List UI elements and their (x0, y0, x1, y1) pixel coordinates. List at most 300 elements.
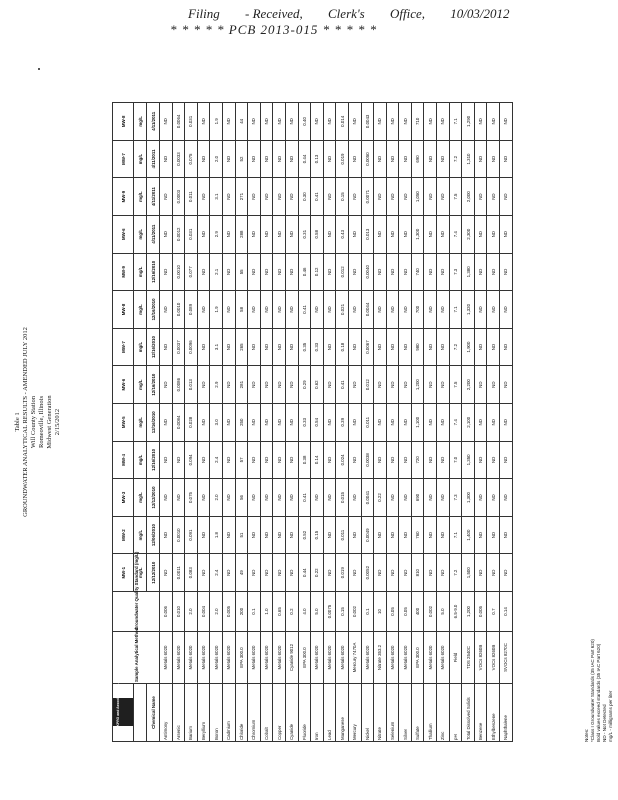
result-value: ND (160, 178, 173, 216)
result-value: ND (386, 291, 399, 329)
analytical-method: Metals 6020 (311, 632, 324, 684)
table-row (348, 103, 361, 742)
result-value: ND (474, 215, 487, 253)
result-value: ND (323, 253, 336, 291)
table-row (411, 103, 424, 742)
result-value: ND (424, 516, 437, 554)
table-row (235, 103, 248, 742)
quality-standard: 0.005 (222, 592, 235, 632)
chemical-name: Chloride (235, 684, 248, 742)
result-value: ND (222, 103, 235, 141)
result-value: 1,200 (411, 366, 424, 404)
chemical-name: Lead (323, 684, 336, 742)
result-value: ND (474, 366, 487, 404)
quality-standard: 2.0 (210, 592, 223, 632)
result-value: ND (160, 403, 173, 441)
result-value: ND (273, 103, 286, 141)
result-value: ND (424, 291, 437, 329)
note-line: Bold values exceed standards (35 IAC Part 620) (596, 643, 601, 742)
table-row (197, 103, 210, 742)
result-value: ND (248, 479, 261, 517)
result-value: ND (348, 103, 361, 141)
result-value: ND (285, 328, 298, 366)
header-date: 4/11/2011 (147, 178, 160, 216)
result-value: ND (197, 516, 210, 554)
result-value: 0.0086 (172, 366, 185, 404)
result-value: ND (323, 403, 336, 441)
result-value: ND (487, 140, 500, 178)
chemical-name: Chromium (248, 684, 261, 742)
header-date: 12/16/2010 (147, 253, 160, 291)
chemical-name: Boron (210, 684, 223, 742)
result-value: ND (172, 441, 185, 479)
quality-standard: 0.05 (386, 592, 399, 632)
result-value: 288 (235, 215, 248, 253)
result-value: ND (348, 554, 361, 592)
result-value: 7.5 (449, 366, 462, 404)
result-value: ND (323, 140, 336, 178)
result-value: ND (386, 253, 399, 291)
result-value: ND (323, 441, 336, 479)
header-well: MW-2 (113, 516, 134, 554)
table-row (260, 103, 273, 742)
result-value: 720 (411, 441, 424, 479)
header-well: MW-3 (113, 479, 134, 517)
result-value: 7.5 (449, 178, 462, 216)
chemical-name: Arsenic (172, 684, 185, 742)
result-value: 0.46 (298, 253, 311, 291)
quality-standard: 200 (235, 592, 248, 632)
result-value: ND (160, 215, 173, 253)
result-value: ND (437, 253, 450, 291)
chemical-name: pH (449, 684, 462, 742)
result-value: 700 (411, 291, 424, 329)
result-value: 2.1 (210, 253, 223, 291)
result-value: 740 (411, 253, 424, 291)
result-value: 0.0049 (361, 516, 374, 554)
result-value: ND (323, 366, 336, 404)
header-well: MW-9 (113, 253, 134, 291)
result-value: 0.0012 (172, 215, 185, 253)
result-value: ND (374, 178, 387, 216)
result-value: 0.0040 (361, 253, 374, 291)
header-unit: mg/L (134, 366, 147, 404)
result-value: ND (348, 178, 361, 216)
result-value: 52 (235, 140, 248, 178)
analytical-method: Metals 6020 (424, 632, 437, 684)
result-value: ND (260, 103, 273, 141)
quality-standard: 0.002 (348, 592, 361, 632)
result-value: 0.41 (336, 366, 349, 404)
result-value: 56 (235, 479, 248, 517)
result-value: ND (386, 516, 399, 554)
analytical-method: EPA 300.0 (411, 632, 424, 684)
result-value: ND (386, 403, 399, 441)
result-value: 7.1 (449, 103, 462, 141)
result-value: ND (197, 441, 210, 479)
chemical-name: Thallium (424, 684, 437, 742)
header-date: 12/16/2010 (147, 441, 160, 479)
header-well: MW-4 (113, 441, 134, 479)
result-value: 0.028 (185, 403, 198, 441)
header-well: MW-6 (113, 366, 134, 404)
result-value: ND (222, 140, 235, 178)
chemical-name: Ethylbenzene (487, 684, 500, 742)
result-value: ND (273, 441, 286, 479)
rotated-page (14, 102, 613, 742)
result-value: 0.019 (336, 554, 349, 592)
result-value: 760 (411, 516, 424, 554)
result-value: ND (437, 103, 450, 141)
analytical-method: Mercury 7470A (348, 632, 361, 684)
result-value: 0.0044 (361, 291, 374, 329)
result-value: ND (248, 291, 261, 329)
result-value: ND (500, 554, 513, 592)
result-value: ND (248, 215, 261, 253)
result-value: 0.0011 (172, 554, 185, 592)
result-value: 0.30 (298, 178, 311, 216)
result-value: ND (399, 140, 412, 178)
analytical-method: VOCs 8260B (474, 632, 487, 684)
result-value: 2.9 (210, 366, 223, 404)
analytical-method: VOCs 8260B (487, 632, 500, 684)
result-value: ND (260, 291, 273, 329)
chemical-name: Mercury (348, 684, 361, 742)
result-value: 1,290 (462, 103, 475, 141)
result-value: ND (248, 554, 261, 592)
header-date: 12/16/2010 (147, 366, 160, 404)
result-value: 265 (235, 328, 248, 366)
quality-standard: 0.15 (336, 592, 349, 632)
result-value: 0.33 (311, 328, 324, 366)
table-row (361, 103, 374, 742)
result-value: ND (374, 291, 387, 329)
result-value: 3.1 (210, 328, 223, 366)
result-value: ND (260, 215, 273, 253)
result-value: ND (386, 178, 399, 216)
result-value: ND (437, 291, 450, 329)
header-unit: mg/L (134, 554, 147, 592)
result-value: ND (399, 441, 412, 479)
header-well: MW-9 (113, 178, 134, 216)
result-value: ND (399, 328, 412, 366)
result-value: 690 (411, 140, 424, 178)
table-row (285, 103, 298, 742)
result-value: 0.44 (298, 554, 311, 592)
result-value: ND (248, 328, 261, 366)
result-value: ND (248, 403, 261, 441)
result-value: 0.0096 (185, 328, 198, 366)
result-value: ND (160, 140, 173, 178)
result-value: ND (487, 103, 500, 141)
result-value: ND (399, 554, 412, 592)
result-value: 1,350 (462, 441, 475, 479)
result-value: ND (474, 403, 487, 441)
result-value: 0.0033 (172, 140, 185, 178)
header-date: 12/16/2010 (147, 328, 160, 366)
result-value: 0.0041 (361, 479, 374, 517)
analytical-method: Metals 6020 (399, 632, 412, 684)
chemical-name: Total Dissolved Solids (462, 684, 475, 742)
result-value: ND (399, 215, 412, 253)
table-title-block (14, 102, 62, 742)
result-value: 0.14 (311, 441, 324, 479)
analytical-method: EPA 300.0 (235, 632, 248, 684)
result-value: 0.024 (336, 441, 349, 479)
result-value: 7.4 (449, 215, 462, 253)
result-value: 0.089 (185, 291, 198, 329)
result-value: 0.021 (336, 291, 349, 329)
result-value: ND (311, 479, 324, 517)
result-value: ND (487, 403, 500, 441)
result-value: 1.9 (210, 291, 223, 329)
result-value: 0.083 (185, 554, 198, 592)
result-value: ND (260, 178, 273, 216)
result-value: ND (437, 479, 450, 517)
stamp-filing: Filing (188, 6, 220, 21)
result-value: ND (222, 366, 235, 404)
result-value: ND (437, 215, 450, 253)
header-unit: mg/L (134, 328, 147, 366)
result-value: ND (160, 479, 173, 517)
result-value: ND (222, 516, 235, 554)
chemical-name: Manganese (336, 684, 349, 742)
analytical-method: Metals 6020 (386, 632, 399, 684)
table-row (273, 103, 286, 742)
stamp-date: 10/03/2012 (450, 6, 510, 21)
result-value: 7.1 (449, 516, 462, 554)
result-value: ND (386, 140, 399, 178)
result-value: 58 (235, 291, 248, 329)
result-value: ND (348, 215, 361, 253)
chemical-name: Fluoride (298, 684, 311, 742)
quality-standard: 0.004 (197, 592, 210, 632)
result-value: 1,300 (462, 479, 475, 517)
result-value: 0.0071 (361, 178, 374, 216)
result-value: 2,200 (462, 366, 475, 404)
result-value: 0.0010 (172, 253, 185, 291)
result-value: ND (260, 479, 273, 517)
quality-standard: 5.0 (437, 592, 450, 632)
result-value: 7.3 (449, 253, 462, 291)
analytical-method: Nitrate 353.2 (374, 632, 387, 684)
result-value: ND (273, 253, 286, 291)
result-value: 44 (235, 103, 248, 141)
header-date: 12/12/2010 (147, 479, 160, 517)
result-value: ND (474, 253, 487, 291)
chemical-name: Beryllium (197, 684, 210, 742)
result-value: 0.019 (336, 140, 349, 178)
result-value: ND (323, 554, 336, 592)
note-line: mg/L - milligrams per liter (608, 690, 613, 742)
result-value: ND (323, 215, 336, 253)
analytical-method: Metals 6020 (160, 632, 173, 684)
result-value: ND (160, 291, 173, 329)
result-value: 7.3 (449, 479, 462, 517)
result-value: 0.011 (361, 403, 374, 441)
result-value: 0.011 (185, 178, 198, 216)
header-date: 4/11/2011 (147, 140, 160, 178)
result-value: ND (273, 178, 286, 216)
table-row (449, 103, 462, 742)
analytical-method: Metals 6020 (273, 632, 286, 684)
result-value: ND (172, 479, 185, 517)
table-body (160, 103, 513, 742)
result-value: ND (474, 178, 487, 216)
result-value: 0.0050 (361, 140, 374, 178)
result-value: ND (285, 215, 298, 253)
table-row (487, 103, 500, 742)
result-value: 0.0037 (172, 328, 185, 366)
header-well: MW-5 (113, 403, 134, 441)
quality-standard: 0.05 (399, 592, 412, 632)
result-value: ND (500, 403, 513, 441)
header-well: MW-8 (113, 103, 134, 141)
result-value: ND (386, 328, 399, 366)
result-value: ND (399, 253, 412, 291)
table-date: 2/15/2012 (54, 408, 61, 436)
quality-standard: 6.5-9.0 (449, 592, 462, 632)
notes-heading: Notes: (584, 728, 589, 742)
result-value: ND (285, 291, 298, 329)
chemical-name: Copper (273, 684, 286, 742)
result-value: 0.091 (185, 516, 198, 554)
result-value: ND (197, 103, 210, 141)
result-value: ND (487, 479, 500, 517)
chemical-name: Zinc (437, 684, 450, 742)
result-value: 0.41 (311, 178, 324, 216)
result-value: ND (323, 291, 336, 329)
note-line: ND - Not Detected (602, 704, 607, 742)
result-value: 49 (235, 554, 248, 592)
result-value: 0.0064 (172, 103, 185, 141)
company-logo: KPRG and Associates, Inc. (113, 699, 133, 727)
header-well: MW-7 (113, 140, 134, 178)
result-value: 7.2 (449, 328, 462, 366)
header-unit: mg/L (134, 291, 147, 329)
groundwater-results-table (112, 102, 513, 742)
analytical-method: Metals 6020 (260, 632, 273, 684)
result-value: ND (160, 328, 173, 366)
table-row (474, 103, 487, 742)
result-value: 7.4 (449, 403, 462, 441)
result-value: ND (248, 366, 261, 404)
result-value: ND (260, 403, 273, 441)
result-value: ND (386, 103, 399, 141)
result-value: 7.1 (449, 291, 462, 329)
result-value: 0.33 (298, 403, 311, 441)
quality-standard: 1,200 (462, 592, 475, 632)
table-row (222, 103, 235, 742)
header-unit: mg/L (134, 140, 147, 178)
quality-standard: 0.005 (474, 592, 487, 632)
result-value: ND (487, 178, 500, 216)
company-name: Midwest Generation (46, 395, 53, 449)
result-value: ND (222, 291, 235, 329)
analytical-method: Metals 6020 (437, 632, 450, 684)
result-value: ND (399, 291, 412, 329)
result-value: ND (437, 140, 450, 178)
result-value: 3.1 (210, 178, 223, 216)
result-value: ND (399, 103, 412, 141)
result-value: 0.13 (311, 140, 324, 178)
table-row (424, 103, 437, 742)
analytical-method: Metals 6020 (323, 632, 336, 684)
result-value: ND (386, 479, 399, 517)
scan-speck (38, 68, 40, 70)
result-value: 0.012 (336, 253, 349, 291)
result-value: ND (285, 516, 298, 554)
result-value: 0.15 (311, 516, 324, 554)
result-value: 7.0 (449, 441, 462, 479)
result-value: ND (160, 516, 173, 554)
result-value: ND (273, 554, 286, 592)
result-value: ND (222, 253, 235, 291)
result-value: ND (273, 291, 286, 329)
result-value: ND (399, 178, 412, 216)
result-value: ND (487, 291, 500, 329)
result-value: ND (348, 253, 361, 291)
result-value: 0.0010 (172, 291, 185, 329)
header-method: Sample Analytical Method (113, 632, 160, 684)
result-value: 0.013 (185, 366, 198, 404)
header-row-wells (113, 103, 134, 742)
analytical-method: Field (449, 632, 462, 684)
stamp-line-1 (188, 6, 532, 22)
result-value: ND (222, 479, 235, 517)
result-value: ND (197, 291, 210, 329)
header-blank (134, 684, 147, 742)
result-value: 271 (235, 178, 248, 216)
result-value: ND (273, 403, 286, 441)
result-value: ND (500, 103, 513, 141)
result-value: 0.12 (311, 253, 324, 291)
header-well: MW-7 (113, 328, 134, 366)
result-value: ND (273, 479, 286, 517)
header-well: MW-1 (113, 554, 134, 592)
result-value: ND (424, 215, 437, 253)
chemical-name: Cobalt (260, 684, 273, 742)
result-value: ND (273, 366, 286, 404)
result-value: ND (500, 253, 513, 291)
table-row (437, 103, 450, 742)
analytical-method: Cyanide 9012 (285, 632, 298, 684)
header-standard: Groundwater Quality Standard (mg/L) (113, 592, 160, 632)
result-value: ND (348, 441, 361, 479)
quality-standard: 0.010 (172, 592, 185, 632)
result-value: ND (487, 554, 500, 592)
result-value: ND (474, 516, 487, 554)
result-value: 0.0084 (172, 403, 185, 441)
quality-standard: 5.0 (311, 592, 324, 632)
result-value: ND (348, 479, 361, 517)
result-value: ND (348, 403, 361, 441)
rotated-content (14, 102, 613, 742)
result-value: 57 (235, 441, 248, 479)
table-row (210, 103, 223, 742)
result-value: ND (437, 403, 450, 441)
result-value: ND (160, 366, 173, 404)
result-value: ND (424, 103, 437, 141)
analytical-method: Metals 6020 (222, 632, 235, 684)
result-value: ND (348, 328, 361, 366)
site-name: Will County Station (30, 395, 37, 449)
result-value: ND (160, 441, 173, 479)
result-value: 0.18 (336, 328, 349, 366)
table-row (172, 103, 185, 742)
quality-standard: 400 (411, 592, 424, 632)
result-value: ND (374, 215, 387, 253)
